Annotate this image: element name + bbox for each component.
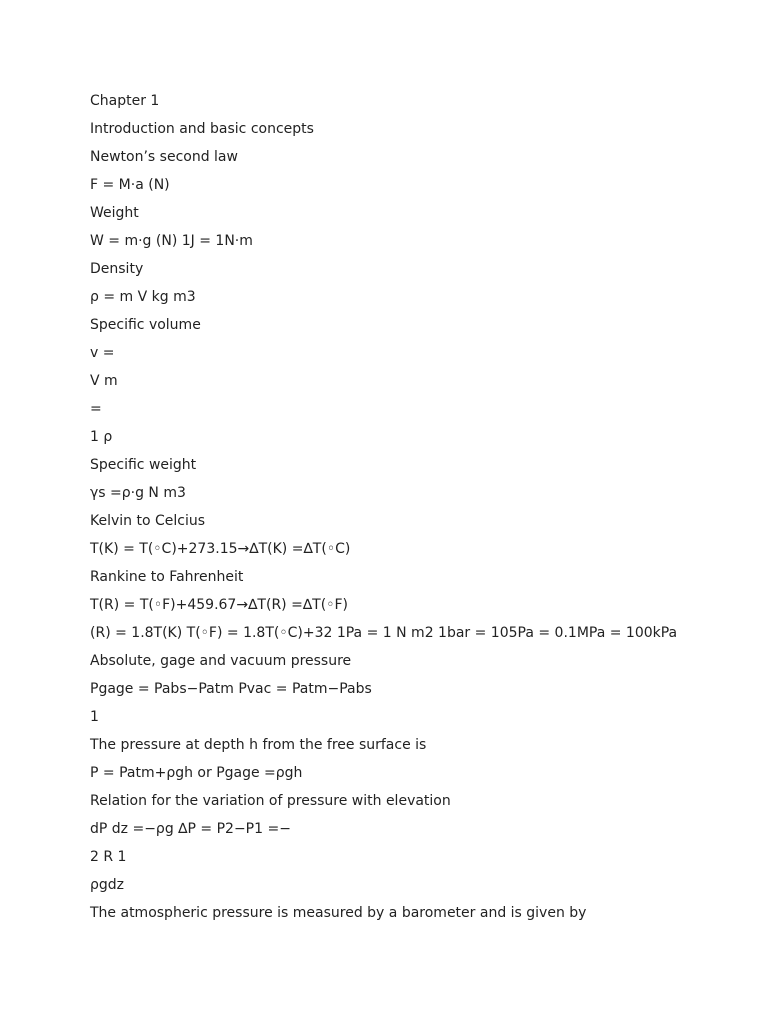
equation-line: v = <box>90 345 115 361</box>
equation-line: ρgdz <box>90 877 125 893</box>
equation-weight: W = m·g (N) 1J = 1N·m <box>90 233 253 249</box>
section-weight: Weight <box>90 205 139 221</box>
equation-specific-weight: γs =ρ·g N m3 <box>90 485 186 501</box>
equation-line: = <box>90 401 102 417</box>
section-specific-volume: Specific volume <box>90 317 201 333</box>
equation-density: ρ = m V kg m3 <box>90 289 196 305</box>
page-number: 1 <box>90 709 99 725</box>
equation-conversions: (R) = 1.8T(K) T(◦F) = 1.8T(◦C)+32 1Pa = 1 N m2 1bar = 105Pa = 0.1MPa = 100kPa <box>90 625 678 641</box>
paragraph-text: The pressure at depth h from the free surface is <box>90 737 427 753</box>
paragraph-text: The atmospheric pressure is measured by a barometer and is given by <box>90 905 587 921</box>
equation-kelvin: T(K) = T(◦C)+273.15→∆T(K) =∆T(◦C) <box>90 541 351 557</box>
section-rankine-fahrenheit: Rankine to Fahrenheit <box>90 569 244 585</box>
chapter-title: Introduction and basic concepts <box>90 121 314 137</box>
equation-rankine: T(R) = T(◦F)+459.67→∆T(R) =∆T(◦F) <box>90 597 348 613</box>
equation-gage-vacuum: Pgage = Pabs−Patm Pvac = Patm−Pabs <box>90 681 372 697</box>
document-page <box>90 87 750 927</box>
equation-line: V m <box>90 373 118 389</box>
equation-line: 1 ρ <box>90 429 113 445</box>
section-kelvin-celcius: Kelvin to Celcius <box>90 513 206 529</box>
equation-line: 2 R 1 <box>90 849 127 865</box>
section-density: Density <box>90 261 144 277</box>
equation-force: F = M·a (N) <box>90 177 170 193</box>
equation-depth-pressure: P = Patm+ρgh or Pgage =ρgh <box>90 765 303 781</box>
section-specific-weight: Specific weight <box>90 457 197 473</box>
chapter-heading: Chapter 1 <box>90 93 160 109</box>
equation-elevation: dP dz =−ρg ∆P = P2−P1 =− <box>90 821 291 837</box>
paragraph-text: Relation for the variation of pressure with elevation <box>90 793 451 809</box>
section-pressure: Absolute, gage and vacuum pressure <box>90 653 352 669</box>
section-newtons-law: Newton’s second law <box>90 149 238 165</box>
